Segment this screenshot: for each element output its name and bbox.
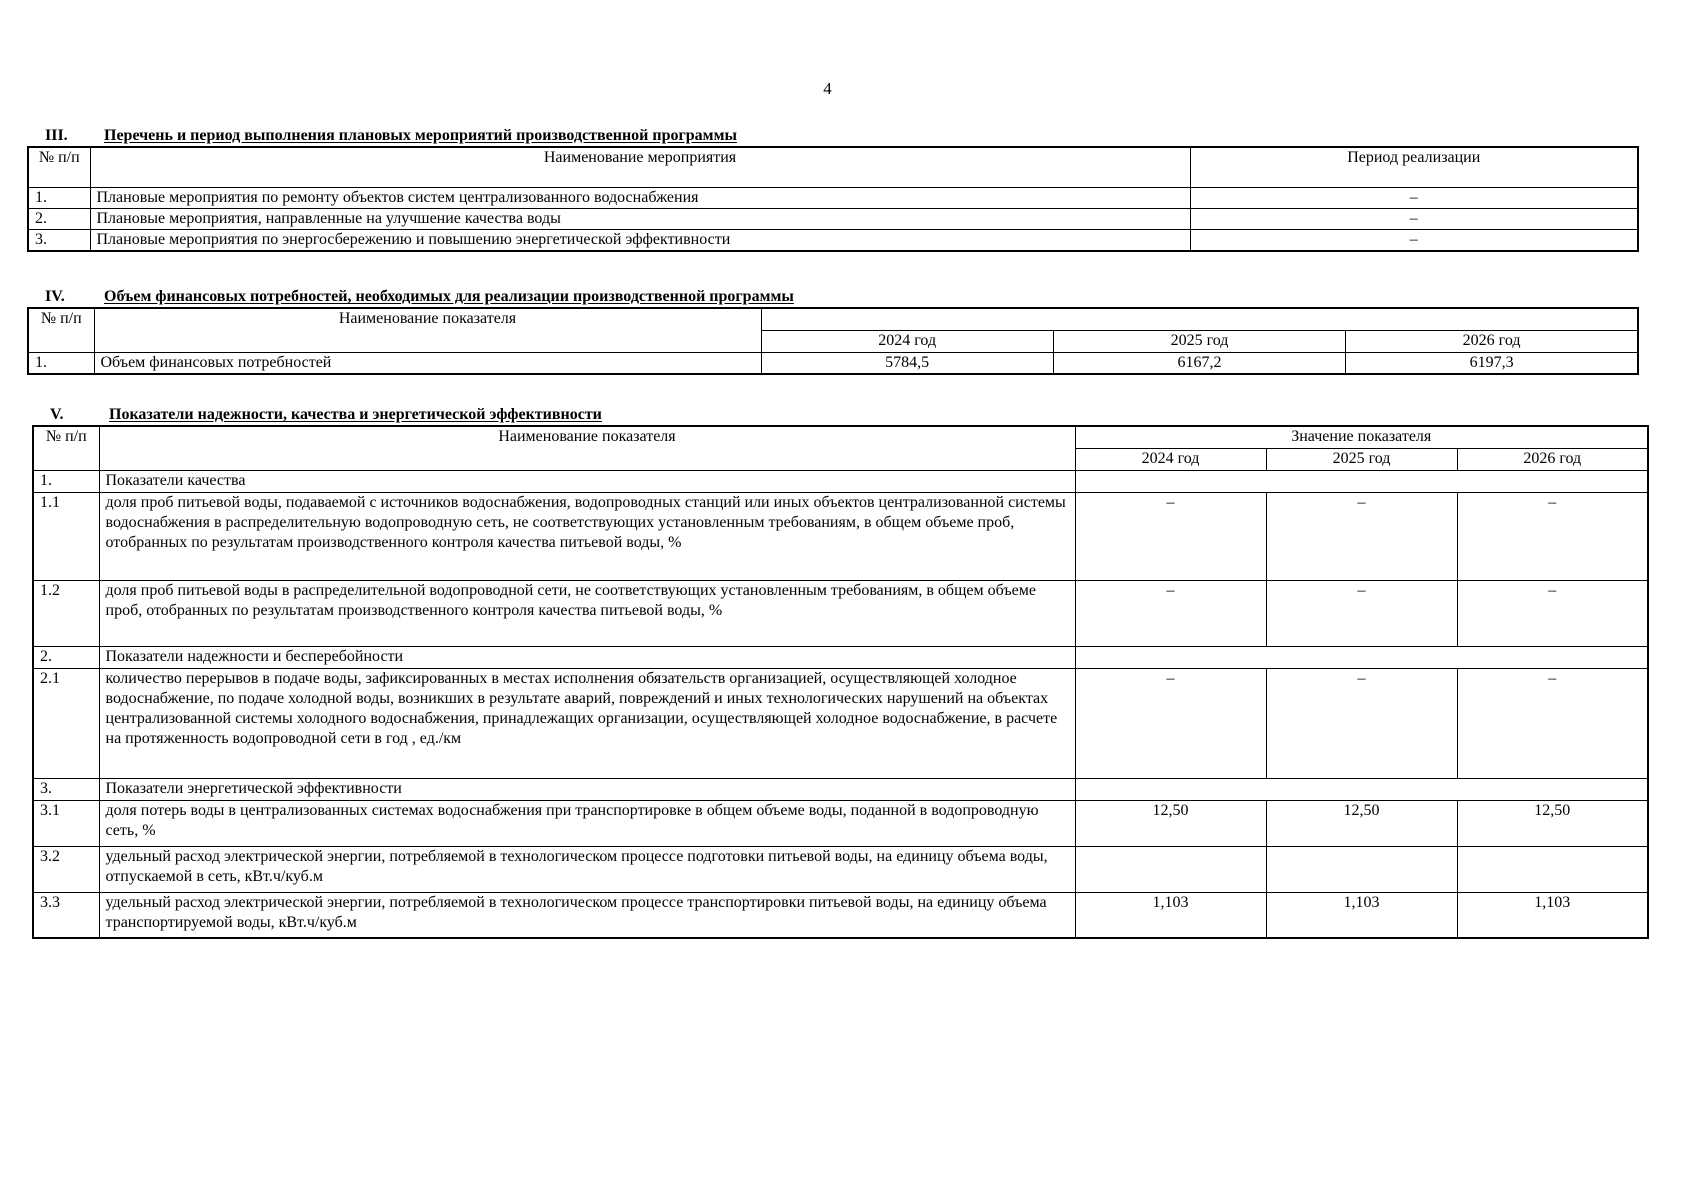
- row-name: доля потерь воды в централизованных системах водоснабжения при транспортировке в общем объеме воды, поданной в водопроводную сеть, %: [99, 800, 1075, 846]
- row-value: 12,50: [1075, 800, 1266, 846]
- section-5: [32, 406, 1649, 939]
- row-value: –: [1266, 492, 1457, 580]
- row-value: 12,50: [1457, 800, 1648, 846]
- indicators-table: [32, 425, 1649, 939]
- row-period: –: [1190, 187, 1638, 208]
- row-name: Плановые мероприятия по энергосбережению и повышению энергетической эффективности: [90, 229, 1190, 251]
- col-header-period: Период реализации: [1190, 147, 1638, 187]
- col-header-year: 2026 год: [1346, 330, 1638, 352]
- row-num: 3.3: [33, 892, 99, 938]
- row-value: 1,103: [1457, 892, 1648, 938]
- col-header-name: Наименование показателя: [94, 308, 761, 330]
- row-name: Показатели надежности и бесперебойности: [99, 646, 1075, 668]
- row-num: 3.: [28, 229, 90, 251]
- row-value: 6167,2: [1053, 352, 1345, 374]
- table-row: [33, 492, 1648, 580]
- table-header-row: [28, 147, 1638, 187]
- page-number: 4: [823, 79, 832, 98]
- table-header-row: [28, 308, 1638, 330]
- row-name: доля проб питьевой воды, подаваемой с источников водоснабжения, водопроводных станций или иных объектов централизованной системы водоснабжения в распределительную водопроводную сеть, не соответствующих установленным требованиям, в общем объеме проб, отобранных по результатам производственного контроля качества питьевой воды, %: [99, 492, 1075, 580]
- row-value: –: [1075, 492, 1266, 580]
- row-name: удельный расход электрической энергии, потребляемой в технологическом процессе транспортировки питьевой воды, на единицу объема транспортируемой воды, кВт.ч/куб.м: [99, 892, 1075, 938]
- table-row: [33, 668, 1648, 778]
- table-group-row: [33, 646, 1648, 668]
- row-name: Показатели энергетической эффективности: [99, 778, 1075, 800]
- row-value: 12,50: [1266, 800, 1457, 846]
- row-num: 1.: [28, 187, 90, 208]
- col-header-name: Наименование показателя: [99, 426, 1075, 470]
- row-value: 5784,5: [761, 352, 1053, 374]
- col-header-year: 2025 год: [1266, 448, 1457, 470]
- table-group-row: [33, 778, 1648, 800]
- table-row: [33, 580, 1648, 646]
- row-value: [1266, 846, 1457, 892]
- row-value: –: [1075, 668, 1266, 778]
- section-3-heading: [27, 127, 1639, 146]
- row-value: –: [1457, 668, 1648, 778]
- row-num: 2.: [33, 646, 99, 668]
- table-row: [33, 846, 1648, 892]
- col-header-name: Наименование мероприятия: [90, 147, 1190, 187]
- row-value: [1075, 846, 1266, 892]
- row-num: 1.2: [33, 580, 99, 646]
- section-3-roman: III.: [45, 127, 68, 144]
- col-header-year: 2026 год: [1457, 448, 1648, 470]
- row-name: Плановые мероприятия по ремонту объектов систем централизованного водоснабжения: [90, 187, 1190, 208]
- row-value: [1457, 846, 1648, 892]
- section-4-heading: [27, 288, 1639, 307]
- row-value: 6197,3: [1346, 352, 1638, 374]
- row-value: 1,103: [1266, 892, 1457, 938]
- table-row: [33, 800, 1648, 846]
- section-5-title: Показатели надежности, качества и энергетической эффективности: [109, 406, 602, 423]
- table-row: [28, 229, 1638, 251]
- row-name: Объем финансовых потребностей: [94, 352, 761, 374]
- col-header-value-group: Значение показателя: [1075, 426, 1648, 448]
- row-name: удельный расход электрической энергии, потребляемой в технологическом процессе подготовки питьевой воды, на единицу объема воды, отпускаемой в сеть, кВт.ч/куб.м: [99, 846, 1075, 892]
- row-num: 1.1: [33, 492, 99, 580]
- row-value: –: [1457, 580, 1648, 646]
- table-row: [33, 892, 1648, 938]
- section-4-title: Объем финансовых потребностей, необходимых для реализации производственной программы: [104, 288, 794, 305]
- section-3: [27, 127, 1639, 252]
- table-row: [28, 208, 1638, 229]
- col-header-num: № п/п: [28, 147, 90, 187]
- financial-needs-table: [27, 307, 1639, 375]
- col-header-year: 2025 год: [1053, 330, 1345, 352]
- section-5-heading: [32, 406, 1649, 425]
- planned-activities-table: [27, 146, 1639, 252]
- section-4-roman: IV.: [45, 288, 65, 305]
- row-num: 3.: [33, 778, 99, 800]
- col-header-year: 2024 год: [1075, 448, 1266, 470]
- col-header-year: 2024 год: [761, 330, 1053, 352]
- col-header-num: № п/п: [28, 308, 94, 330]
- section-3-title: Перечень и период выполнения плановых мероприятий производственной программы: [104, 127, 737, 144]
- row-name: Плановые мероприятия, направленные на улучшение качества воды: [90, 208, 1190, 229]
- row-name: доля проб питьевой воды в распределительной водопроводной сети, не соответствующих установленным требованиям, в общем объеме проб, отобранных по результатам производственного контроля качества питьевой воды, %: [99, 580, 1075, 646]
- row-value: –: [1457, 492, 1648, 580]
- row-value: –: [1266, 668, 1457, 778]
- row-num: 3.1: [33, 800, 99, 846]
- row-name: Показатели качества: [99, 470, 1075, 492]
- col-header-num: № п/п: [33, 426, 99, 470]
- table-header-row: [28, 330, 1638, 352]
- row-value: 1,103: [1075, 892, 1266, 938]
- row-num: 2.1: [33, 668, 99, 778]
- row-num: 1.: [28, 352, 94, 374]
- row-value: –: [1266, 580, 1457, 646]
- row-name: количество перерывов в подаче воды, зафиксированных в местах исполнения обязательств организацией, осуществляющей холодное водоснабжение, по подаче холодной воды, возникших в результате аварий, повреждений и иных технологических нарушений на объектах централизованной системы холодного водоснабжения, принадлежащих организации, осуществляющей холодное водоснабжение, в расчете на протяженность водопроводной сети в год , ед./км: [99, 668, 1075, 778]
- row-num: 1.: [33, 470, 99, 492]
- table-group-row: [33, 470, 1648, 492]
- table-row: [28, 352, 1638, 374]
- table-row: [28, 187, 1638, 208]
- col-header-years-group: [761, 308, 1638, 330]
- row-num: 2.: [28, 208, 90, 229]
- section-4: [27, 288, 1639, 375]
- row-num: 3.2: [33, 846, 99, 892]
- row-period: –: [1190, 229, 1638, 251]
- row-period: –: [1190, 208, 1638, 229]
- section-5-roman: V.: [50, 406, 64, 423]
- row-value: –: [1075, 580, 1266, 646]
- table-header-row: [33, 426, 1648, 448]
